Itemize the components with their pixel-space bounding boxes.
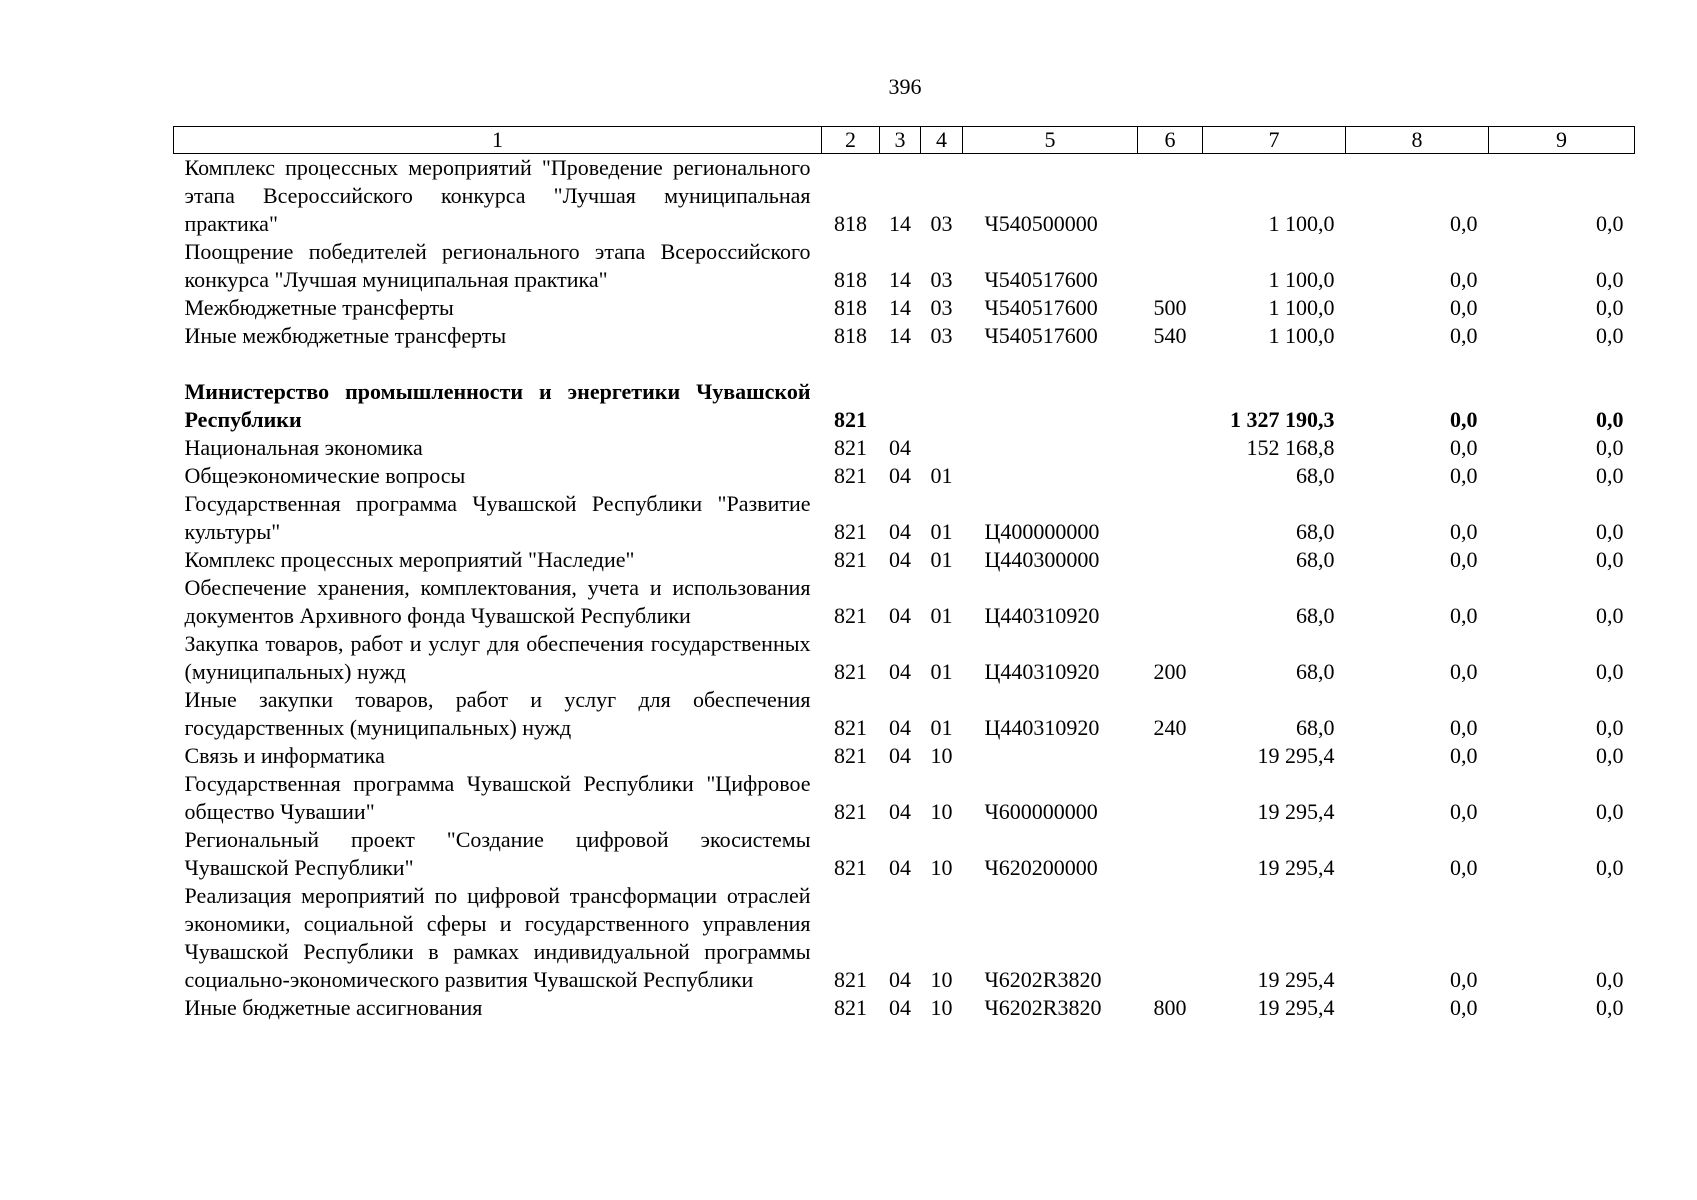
code-expense-type [1138, 770, 1203, 826]
code-subsection: 01 [930, 519, 953, 544]
code-expense-type [1138, 154, 1203, 239]
table-row [174, 434, 1635, 462]
code-expense-type: 800 [1153, 995, 1187, 1020]
code-target: Ч540500000 [984, 211, 1098, 236]
amount-col-9: 0,0 [1596, 463, 1624, 488]
table-row [174, 686, 1635, 742]
code-target [963, 378, 1138, 434]
amount-col-8: 0,0 [1450, 855, 1478, 880]
code-admin: 821 [834, 463, 867, 488]
code-subsection: 10 [930, 995, 953, 1020]
code-expense-type [1138, 742, 1203, 770]
table-row [174, 490, 1635, 546]
amount-col-9: 0,0 [1596, 715, 1624, 740]
amount-col-8: 0,0 [1450, 323, 1478, 348]
table-row [174, 994, 1635, 1022]
amount-col-9: 0,0 [1596, 799, 1624, 824]
amount-col-9: 0,0 [1596, 323, 1624, 348]
amount-col-8: 0,0 [1450, 435, 1478, 460]
row-name: Межбюджетные трансферты [184, 295, 454, 320]
code-target: Ч540517600 [984, 295, 1098, 320]
spacer-row [174, 350, 1635, 378]
amount-col-9: 0,0 [1596, 855, 1624, 880]
code-subsection: 01 [930, 603, 953, 628]
table-row-ministry-total [174, 378, 1635, 434]
header-col-3: 3 [880, 127, 921, 154]
amount-col-9: 0,0 [1596, 435, 1624, 460]
amount-col-9: 0,0 [1596, 519, 1624, 544]
table-row [174, 154, 1635, 239]
amount-col-9: 0,0 [1596, 211, 1624, 236]
code-expense-type [1138, 462, 1203, 490]
amount-col-9: 0,0 [1596, 743, 1624, 768]
amount-col-8: 0,0 [1450, 547, 1478, 572]
code-target: Ч6202R3820 [984, 967, 1102, 992]
code-section: 04 [889, 743, 911, 768]
code-expense-type [1138, 574, 1203, 630]
code-target: Ч620200000 [984, 855, 1098, 880]
code-admin: 821 [834, 659, 867, 684]
row-name: Комплекс процессных мероприятий "Наследие" [184, 547, 635, 572]
spacer-cell [174, 350, 1635, 378]
amount-col-9: 0,0 [1596, 407, 1624, 432]
code-subsection: 03 [930, 323, 953, 348]
amount-col-8: 0,0 [1450, 743, 1478, 768]
code-admin: 821 [834, 995, 867, 1020]
code-expense-type [1138, 238, 1203, 294]
code-section: 04 [889, 463, 911, 488]
code-section [880, 378, 921, 434]
header-col-5: 5 [963, 127, 1138, 154]
header-col-4: 4 [921, 127, 963, 154]
code-section: 04 [889, 995, 911, 1020]
table-row [174, 294, 1635, 322]
header-col-6: 6 [1138, 127, 1203, 154]
row-name: Обеспечение хранения, комплектования, учета и использования документов Архивного фонда Чувашской Республики [184, 575, 811, 628]
code-admin: 821 [834, 799, 867, 824]
amount-col-9: 0,0 [1596, 967, 1624, 992]
code-subsection: 01 [930, 715, 953, 740]
header-col-8: 8 [1346, 127, 1489, 154]
code-admin: 821 [834, 519, 867, 544]
code-admin: 818 [834, 323, 867, 348]
amount-col-7: 68,0 [1296, 463, 1335, 488]
code-section: 04 [889, 659, 911, 684]
amount-col-7: 1 100,0 [1268, 211, 1335, 236]
code-admin: 821 [834, 435, 867, 460]
code-target: Ц400000000 [984, 519, 1100, 544]
amount-col-8: 0,0 [1450, 463, 1478, 488]
code-section: 04 [889, 519, 911, 544]
code-section: 14 [889, 295, 911, 320]
table-row [174, 770, 1635, 826]
code-section: 14 [889, 323, 911, 348]
amount-col-8: 0,0 [1450, 995, 1478, 1020]
code-subsection: 10 [930, 799, 953, 824]
row-name: Государственная программа Чувашской Республики "Развитие культуры" [184, 491, 811, 544]
code-expense-type [1138, 882, 1203, 994]
amount-col-8: 0,0 [1450, 267, 1478, 292]
amount-col-8: 0,0 [1450, 519, 1478, 544]
table-row [174, 574, 1635, 630]
table-row [174, 462, 1635, 490]
code-admin: 821 [834, 743, 867, 768]
amount-col-7: 1 100,0 [1268, 267, 1335, 292]
amount-col-9: 0,0 [1596, 547, 1624, 572]
amount-col-7: 68,0 [1296, 547, 1335, 572]
amount-col-8: 0,0 [1450, 967, 1478, 992]
code-expense-type [1138, 826, 1203, 882]
amount-col-7: 68,0 [1296, 603, 1335, 628]
code-admin: 821 [834, 547, 867, 572]
code-section: 04 [889, 799, 911, 824]
amount-col-9: 0,0 [1596, 295, 1624, 320]
amount-col-9: 0,0 [1596, 995, 1624, 1020]
code-expense-type: 540 [1153, 323, 1187, 348]
row-name: Национальная экономика [184, 435, 423, 460]
amount-col-7: 1 100,0 [1268, 323, 1335, 348]
row-name: Поощрение победителей регионального этапа Всероссийского конкурса "Лучшая муниципальная практика" [184, 239, 811, 292]
code-target: Ц440300000 [984, 547, 1100, 572]
amount-col-7: 68,0 [1296, 715, 1335, 740]
amount-col-9: 0,0 [1596, 267, 1624, 292]
header-col-1: 1 [174, 127, 822, 154]
amount-col-7: 19 295,4 [1257, 855, 1335, 880]
code-admin: 821 [834, 715, 867, 740]
row-name: Общеэкономические вопросы [184, 463, 466, 488]
row-name: Государственная программа Чувашской Республики "Цифровое общество Чувашии" [184, 771, 811, 824]
row-name: Связь и информатика [184, 743, 385, 768]
code-section: 14 [889, 267, 911, 292]
code-subsection [921, 434, 963, 462]
table-row [174, 630, 1635, 686]
header-col-7: 7 [1203, 127, 1346, 154]
page-number: 396 [888, 74, 922, 99]
amount-col-9: 0,0 [1596, 603, 1624, 628]
budget-table [173, 126, 1635, 1022]
code-target [963, 742, 1138, 770]
code-target: Ц440310920 [984, 603, 1100, 628]
amount-col-8: 0,0 [1450, 295, 1478, 320]
header-row [174, 127, 1635, 154]
amount-col-7: 68,0 [1296, 519, 1335, 544]
code-target: Ч600000000 [984, 799, 1098, 824]
amount-col-7: 19 295,4 [1257, 967, 1335, 992]
code-expense-type: 240 [1153, 715, 1187, 740]
amount-col-8: 0,0 [1450, 211, 1478, 236]
header-col-9: 9 [1489, 127, 1635, 154]
code-target: Ц440310920 [984, 715, 1100, 740]
header-col-2: 2 [822, 127, 880, 154]
code-target: Ц440310920 [984, 659, 1100, 684]
code-section: 04 [889, 855, 911, 880]
code-expense-type [1138, 490, 1203, 546]
code-target [963, 462, 1138, 490]
row-name: Министерство промышленности и энергетики Чувашской Республики [184, 379, 811, 432]
amount-col-7: 19 295,4 [1257, 995, 1335, 1020]
code-admin: 821 [834, 603, 867, 628]
code-admin: 818 [834, 211, 867, 236]
code-admin: 818 [834, 295, 867, 320]
row-name: Региональный проект "Создание цифровой экосистемы Чувашской Республики" [184, 827, 811, 880]
table-row [174, 546, 1635, 574]
code-admin: 818 [834, 267, 867, 292]
row-name: Иные бюджетные ассигнования [184, 995, 483, 1020]
code-target [963, 434, 1138, 462]
code-expense-type: 200 [1153, 659, 1187, 684]
code-section: 04 [889, 547, 911, 572]
table-row [174, 322, 1635, 350]
code-expense-type: 500 [1153, 295, 1187, 320]
code-section: 04 [889, 435, 911, 460]
amount-col-8: 0,0 [1450, 659, 1478, 684]
code-expense-type [1138, 546, 1203, 574]
amount-col-7: 19 295,4 [1257, 799, 1335, 824]
code-subsection: 03 [930, 295, 953, 320]
table-row [174, 742, 1635, 770]
code-subsection: 01 [930, 659, 953, 684]
code-target: Ч540517600 [984, 267, 1098, 292]
table-row [174, 882, 1635, 994]
code-subsection: 03 [930, 211, 953, 236]
amount-col-8: 0,0 [1450, 715, 1478, 740]
code-section: 04 [889, 715, 911, 740]
row-name: Реализация мероприятий по цифровой трансформации отраслей экономики, социальной сферы и государственного управления Чувашской Республики в рамках индивидуальной программы социально-экономического развития Чувашской Республики [184, 883, 811, 992]
code-admin: 821 [834, 855, 867, 880]
row-name: Комплекс процессных мероприятий "Проведение регионального этапа Всероссийского конкурса "Лучшая муниципальная практика" [184, 155, 811, 236]
code-target: Ч6202R3820 [984, 995, 1102, 1020]
code-subsection: 03 [930, 267, 953, 292]
code-section: 04 [889, 603, 911, 628]
code-section: 14 [889, 211, 911, 236]
amount-col-7: 19 295,4 [1257, 743, 1335, 768]
table-row [174, 238, 1635, 294]
code-admin: 821 [834, 407, 867, 432]
code-expense-type [1138, 434, 1203, 462]
code-admin: 821 [834, 967, 867, 992]
code-subsection: 10 [930, 855, 953, 880]
amount-col-8: 0,0 [1450, 407, 1478, 432]
code-subsection: 10 [930, 967, 953, 992]
code-subsection: 01 [930, 547, 953, 572]
amount-col-9: 0,0 [1596, 659, 1624, 684]
code-target: Ч540517600 [984, 323, 1098, 348]
row-name: Иные закупки товаров, работ и услуг для обеспечения государственных (муниципальных) нужд [184, 687, 811, 740]
amount-col-7: 152 168,8 [1246, 435, 1335, 460]
code-subsection: 10 [930, 743, 953, 768]
table-row [174, 826, 1635, 882]
amount-col-7: 68,0 [1296, 659, 1335, 684]
code-subsection: 01 [930, 463, 953, 488]
amount-col-7: 1 100,0 [1268, 295, 1335, 320]
code-subsection [921, 378, 963, 434]
amount-col-8: 0,0 [1450, 603, 1478, 628]
code-expense-type [1138, 378, 1203, 434]
code-section: 04 [889, 967, 911, 992]
row-name: Закупка товаров, работ и услуг для обеспечения государственных (муниципальных) нужд [184, 631, 811, 684]
row-name: Иные межбюджетные трансферты [184, 323, 507, 348]
amount-col-7: 1 327 190,3 [1230, 407, 1335, 432]
amount-col-8: 0,0 [1450, 799, 1478, 824]
